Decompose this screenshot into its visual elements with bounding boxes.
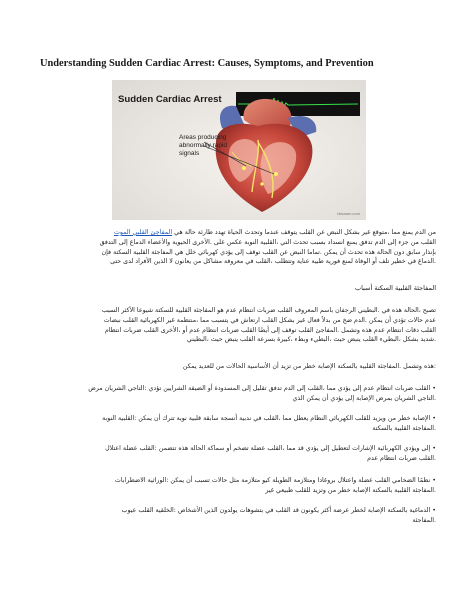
risk-item-line: .المفاجئة القلبية بالسكتة الإصابة خطر من وتزيد للقلب طبيعي غير — [265, 486, 436, 494]
risk-item-cardiomyopathy — [38, 444, 436, 464]
risk-item-line: • نظمًا الضخامي القلب عضلة واعتلال بروغادا ومتلازمة الطويلة كيو متلازمة مثل حالات تسبب أن يمكن :الوراثية الاضطرابات — [38, 476, 436, 486]
risk-item-coronary — [38, 384, 436, 404]
causes-heading: المفاجئة القلبية السكتة أسباب — [354, 284, 436, 292]
risk-item-line: • الإصابة خطر من ويزيد للقلب الكهربائي النظام يعطل مما ،القلب في ندبية أنسجة سابقة قلبية نوبة تترك أن يمكن :القلبية النوبة — [38, 414, 436, 424]
intro-line — [38, 228, 436, 238]
causes-line: عدم حالات تؤدي أن يمكن .الدم ضخ من بدلاً فعال غير بشكل القلب ارتعاش في يتسبب مما ،منتظمة غير الكهربائية القلب نبضات — [103, 316, 436, 324]
intro-line: القلب من جزء إلى الدم تدفق يمنع انسداد بسبب تحدث التي ،القلبية النوبة عكس على .الأخرى الحيوية والأعضاء الدماغ إلى التدفق — [99, 238, 436, 246]
risk-factors-intro: :هذه وتشمل .المفاجئة القلبية بالسكتة الإصابة خطر من تزيد أن الأساسية الحالات من للعديد يمكن — [182, 363, 436, 370]
risk-item-line: .المفاجئة القلبية بالسكتة — [372, 424, 436, 432]
intro-paragraph — [38, 228, 436, 267]
risk-item-genetic — [38, 476, 436, 496]
document-title: Understanding Sudden Cardiac Arrest: Causes, Symptoms, and Prevention — [40, 58, 374, 69]
risk-item-line: • القلب ضربات انتظام عدم إلى يؤدي مما ،القلب إلى الدم تدفق تقليل إلى المسدودة أو الضيقة الشرايين تؤدي :التاجي الشريان مرض — [38, 384, 436, 394]
intro-lead-text: من الدم يمنع مما ،متوقع غير بشكل النبض عن القلب يتوقف عندما وتحدث الحياة تهدد طارئة حالة هي — [174, 229, 436, 236]
risk-item-line: .القلب ضربات انتظام عدم — [367, 454, 436, 462]
causes-line: القلب دقات انتظام عدم هذه وتشمل .المفاجئ القلب توقف إلى أيضًا القلب ضربات انتظام عدم أو ،الأخرى القلب ضربات انتظام — [104, 326, 436, 334]
risk-item-line: .المفاجئة — [412, 516, 436, 524]
risk-item-heart-attack — [38, 414, 436, 434]
risk-item-line: • إلى ويؤدي الكهربائية الإشارات لتعطيل إلى يؤدي قد مما ،القلب عضلة تضخم أو سماكة الحالة هذه تتضمن :القلب عضلة اعتلال — [38, 444, 436, 454]
figure-title: Sudden Cardiac Arrest — [118, 94, 222, 105]
causes-line: .شديد بشكل ،البطيء القلب ينبض حيث ،البطيء وبطء ،كبيرة بسرعة القلب ينبض حيث ،البطيني — [186, 336, 436, 344]
intro-line: بإنذار سابق دون الحالة هذه تحدث أن يمكن .تماما النبض عن القلب توقف إلى يؤدي كهربائي خلل هي المفاجئة القلبية السكتة فإن — [101, 248, 436, 256]
figure-watermark: blausen.com — [337, 211, 360, 216]
causes-paragraph — [38, 306, 436, 345]
intro-line: .الدماغ في خطير تلف أو الوفاة لمنع فورية طبية عناية وتتطلب ،القلب في معروفة مشاكل من يعانون لا الذين الأفراد لدى حتى — [110, 258, 436, 266]
figure-annotation: Areas producing abnormally rapid signals — [179, 134, 228, 157]
risk-item-line: • الدماغية بالسكتة الإصابة لخطر عرضة أكثر يكونون قد القلب في بتشوهات يولدون الذين الأشخاص :الخلقية القلب عيوب — [38, 506, 436, 516]
sudden-cardiac-death-link[interactable]: المفاجئ القلبي الموت — [113, 229, 173, 236]
heart-illustration — [112, 80, 366, 220]
causes-line: تصبح ،الحالة هذه في .البطيني الرجفان باسم المعروف القلب ضربات انتظام عدم هو المفاجئة القلبية للسكتة شيوعا الأكثر السبب — [101, 307, 436, 314]
risk-item-congenital — [38, 506, 436, 526]
risk-item-line: .التاجي الشريان بمرض الإصابة إلى يؤدي أن يمكن الذي — [292, 394, 436, 402]
